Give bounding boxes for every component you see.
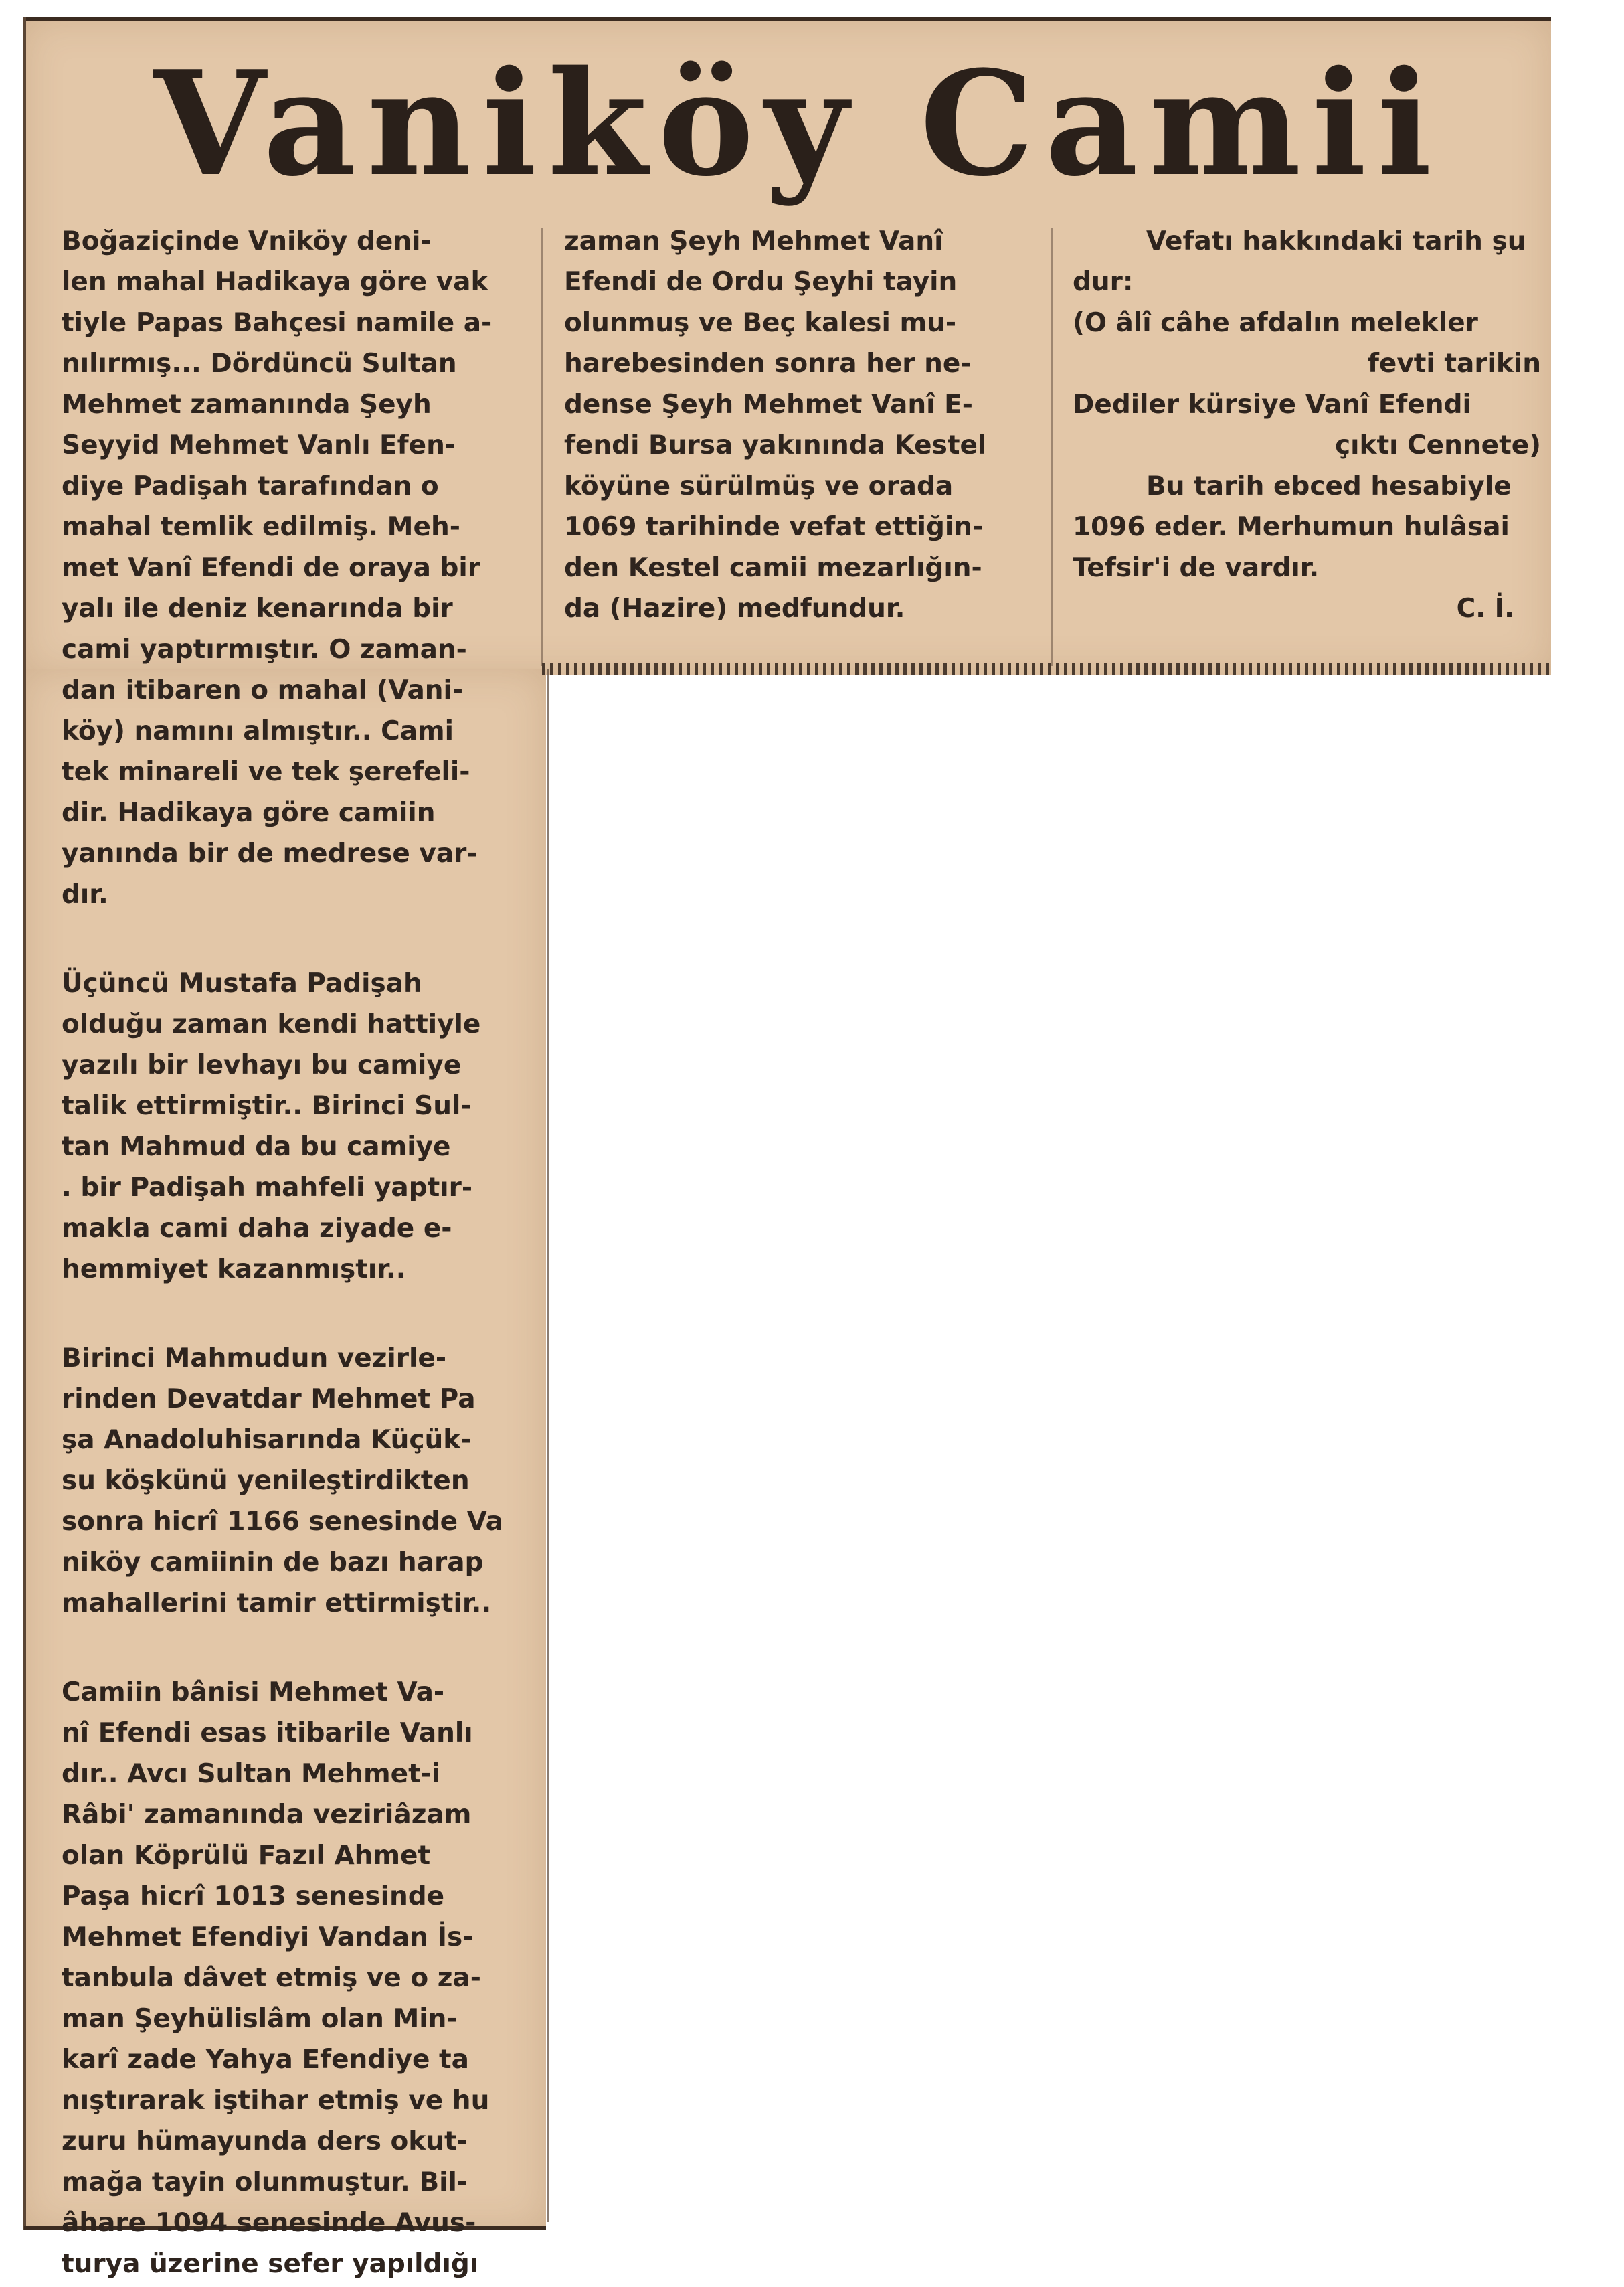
text-line: nılırmış... Dördüncü Sultan bbox=[62, 349, 457, 379]
poem-line: fevti tarikin bbox=[1367, 349, 1541, 379]
text-line: yanında bir de medrese var- bbox=[62, 839, 478, 869]
text-line: Vefatı hakkındaki tarih şu bbox=[1146, 226, 1526, 256]
text-line: olan Köprülü Fazıl Ahmet bbox=[62, 1841, 431, 1871]
text-line: âhare 1094 senesinde Avus- bbox=[62, 2208, 476, 2238]
text-line: karî zade Yahya Efendiye ta bbox=[62, 2045, 469, 2075]
text-line: niköy camiinin de bazı harap bbox=[62, 1547, 484, 1578]
text-line: Boğaziçinde Vniköy deni- bbox=[62, 226, 432, 256]
text-line: yalı ile deniz kenarında bir bbox=[62, 594, 453, 624]
text-line: man Şeyhülislâm olan Min- bbox=[62, 2004, 458, 2034]
text-line: su köşkünü yenileştirdikten bbox=[62, 1466, 470, 1496]
text-line: harebesinden sonra her ne- bbox=[564, 349, 972, 379]
column-divider bbox=[1051, 228, 1053, 666]
text-line: tiyle Papas Bahçesi namile a- bbox=[62, 308, 492, 338]
text-line: Bu tarih ebced hesabiyle bbox=[1146, 471, 1512, 501]
article-column-3 bbox=[1073, 221, 1541, 629]
text-line: met Vanî Efendi de oraya bir bbox=[62, 553, 480, 583]
text-line: Camiin bânisi Mehmet Va- bbox=[62, 1677, 445, 1707]
text-line: diye Padişah tarafından o bbox=[62, 471, 439, 501]
author-signature: C. İ. bbox=[1456, 594, 1514, 624]
text-line: turya üzerine sefer yapıldığı bbox=[62, 2249, 479, 2279]
text-line: Tefsir'i de vardır. bbox=[1073, 553, 1320, 583]
text-line: Üçüncü Mustafa Padişah bbox=[62, 968, 422, 999]
left-rule bbox=[23, 17, 26, 2230]
text-line: sonra hicrî 1166 senesinde Va bbox=[62, 1507, 503, 1537]
text-line: şa Anadoluhisarında Küçük- bbox=[62, 1425, 472, 1455]
text-line: Birinci Mahmudun vezirle- bbox=[62, 1343, 447, 1373]
text-line: zaman Şeyh Mehmet Vanî bbox=[564, 226, 943, 256]
text-line: Mehmet zamanında Şeyh bbox=[62, 390, 432, 420]
text-line: dir. Hadikaya göre camiin bbox=[62, 798, 436, 828]
text-line: mahallerini tamir ettirmiştir.. bbox=[62, 1588, 492, 1618]
text-line: mağa tayin olunmuştur. Bil- bbox=[62, 2167, 468, 2197]
poem-line: (O âlî câhe afdalın melekler bbox=[1073, 308, 1478, 338]
text-line: Paşa hicrî 1013 senesinde bbox=[62, 1881, 445, 1912]
text-line: hemmiyet kazanmıştır.. bbox=[62, 1254, 406, 1284]
column-divider bbox=[547, 669, 549, 2222]
text-line: dan itibaren o mahal (Vani- bbox=[62, 675, 464, 705]
text-line: 1096 eder. Merhumun hulâsai bbox=[1073, 512, 1510, 542]
text-line: dense Şeyh Mehmet Vanî E- bbox=[564, 390, 973, 420]
text-line: da (Hazire) medfundur. bbox=[564, 594, 905, 624]
text-line: Efendi de Ordu Şeyhi tayin bbox=[564, 267, 958, 297]
text-line: Mehmet Efendiyi Vandan İs- bbox=[62, 1922, 474, 1952]
text-line: dır. bbox=[62, 879, 108, 910]
text-line: nıştırarak iştihar etmiş ve hu bbox=[62, 2086, 490, 2116]
text-line: Seyyid Mehmet Vanlı Efen- bbox=[62, 430, 456, 460]
text-line: tek minareli ve tek şerefeli- bbox=[62, 757, 470, 787]
text-line: köy) namını almıştır.. Cami bbox=[62, 716, 454, 746]
text-line: makla cami daha ziyade e- bbox=[62, 1213, 452, 1244]
text-line: zuru hümayunda ders okut- bbox=[62, 2126, 468, 2156]
article-title: Vaniköy Camii bbox=[154, 39, 1443, 208]
text-line: köyüne sürülmüş ve orada bbox=[564, 471, 954, 501]
text-line: tan Mahmud da bu camiye bbox=[62, 1132, 451, 1162]
text-line: den Kestel camii mezarlığın- bbox=[564, 553, 982, 583]
text-line: 1069 tarihinde vefat ettiğin- bbox=[564, 512, 984, 542]
poem-line: çıktı Cennete) bbox=[1335, 430, 1541, 460]
text-line: mahal temlik edilmiş. Meh- bbox=[62, 512, 460, 542]
text-line: tanbula dâvet etmiş ve o za- bbox=[62, 1963, 481, 1993]
dotted-rule bbox=[542, 663, 1551, 675]
text-line: olunmuş ve Beç kalesi mu- bbox=[564, 308, 957, 338]
text-line: nî Efendi esas itibarile Vanlı bbox=[62, 1718, 473, 1748]
article-column-1 bbox=[62, 221, 530, 2284]
text-line: . bir Padişah mahfeli yaptır- bbox=[62, 1173, 473, 1203]
article-column-2 bbox=[564, 221, 1032, 629]
text-line: talik ettirmiştir.. Birinci Sul- bbox=[62, 1091, 472, 1121]
text-line: olduğu zaman kendi hattiyle bbox=[62, 1009, 481, 1039]
column-divider bbox=[541, 228, 543, 666]
text-line: Râbi' zamanında veziriâzam bbox=[62, 1800, 472, 1830]
text-line: rinden Devatdar Mehmet Pa bbox=[62, 1384, 476, 1414]
text-line: cami yaptırmıştır. O zaman- bbox=[62, 634, 467, 665]
text-line: yazılı bir levhayı bu camiye bbox=[62, 1050, 462, 1080]
poem-line: Dediler kürsiye Vanî Efendi bbox=[1073, 390, 1471, 420]
text-line: len mahal Hadikaya göre vak bbox=[62, 267, 488, 297]
top-rule bbox=[24, 17, 1551, 21]
text-line: dır.. Avcı Sultan Mehmet-i bbox=[62, 1759, 441, 1789]
text-line: fendi Bursa yakınında Kestel bbox=[564, 430, 987, 460]
text-line: dur: bbox=[1073, 267, 1134, 297]
